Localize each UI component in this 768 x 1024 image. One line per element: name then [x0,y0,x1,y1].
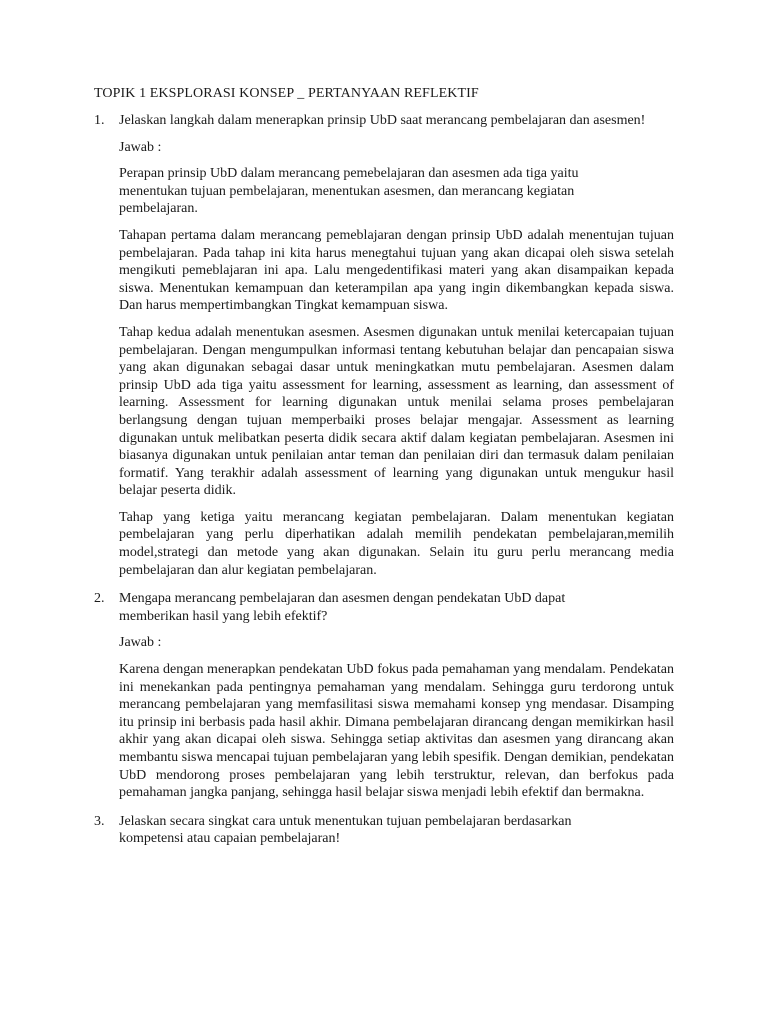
question-item-3 [94,813,674,848]
question-number: 3. [94,813,105,829]
answer-paragraph: Tahap kedua adalah menentukan asesmen. Asesmen digunakan untuk menilai ketercapaian tujuan pembelajaran. Dengan mengumpulkan informasi tentang kebutuhan belajar dan pencapaian siswa yang akan digunakan sebagai dasar untuk meningkatkan mutu pembelajaran. Asesmen dalam prinsip UbD ada tiga yaitu assessment for learning, assessment as learning, dan assessment of learning. Assessment for learning digunakan untuk menilai selama proses pembelajaran berlangsung dengan tujuan memperbaiki proses belajar mengajar. Assessment as learning digunakan untuk melibatkan peserta didik secara aktif dalam kegiatan pembelajaran. Asesmen ini biasanya digunakan untuk penilaian antar teman dan penilaian diri dan termasuk dalam penilaian formatif. Yang terakhir adalah assessment of learning yang digunakan untuk mengukur hasil belajar peserta didik. [119,324,674,499]
question-text: Mengapa merancang pembelajaran dan asesmen dengan pendekatan UbD dapat memberikan hasil yang lebih efektif? [119,591,566,624]
answer-label: Jawab : [119,635,162,651]
question-list [94,112,674,848]
answer-paragraph: Perapan prinsip UbD dalam merancang pemebelajaran dan asesmen ada tiga yaitu menentukan tujuan pembelajaran, menentukan asesmen, dan merancang kegiatan pembelajaran. [119,166,579,217]
answer-paragraph: Tahap yang ketiga yaitu merancang kegiatan pembelajaran. Dalam menentukan kegiatan pembelajaran yang perlu diperhatikan adalah memilih pendekatan pembelajaran,memilih model,strategi dan metode yang akan digunakan. Selain itu guru perlu merancang media pembelajaran dan alur kegiatan pembelajaran. [119,509,674,578]
answer-label: Jawab : [119,139,162,155]
question-number: 2. [94,591,105,607]
question-item-2 [94,590,674,802]
document-title: TOPIK 1 EKSPLORASI KONSEP _ PERTANYAAN REFLEKTIF [94,86,479,101]
question-text: Jelaskan secara singkat cara untuk menentukan tujuan pembelajaran berdasarkan kompetensi atau capaian pembelajaran! [119,813,572,847]
question-item-1 [94,112,674,579]
question-number: 1. [94,113,105,128]
answer-paragraph: Tahapan pertama dalam merancang pemeblajaran dengan prinsip UbD adalah menentujan tujuan pembelajaran. Pada tahap ini kita harus menegtahui tujuan yang akan dicapai oleh siswa setelah mengikuti pemeblajaran ini apa. Lalu mengedentifikasi materi yang akan disampaikan kepada siswa. Menentukan kemampuan dan keterampilan apa yang ingin dikembangkan kepada siswa. Dan harus mempertimbangkan Tingkat kemampuan siswa. [119,227,674,314]
answer-paragraph: Karena dengan menerapkan pendekatan UbD fokus pada pemahaman yang mendalam. Pendekatan ini menekankan pada pentingnya pemahaman yang mendalam. Sehingga guru terdorong untuk merancang pembelajaran yang memfasilitasi siswa memahami konsep yng mendasar. Disamping itu prinsip ini berbasis pada hasil akhir. Dimana pembelajaran dirancang dengan memikirkan hasil akhir yang akan dicapai oleh siswa. Sehingga setiap aktivitas dan asesmen yang dirancang akan membantu siswa mencapai tujuan pembelajaran yang lebih spesifik. Dengan demikian, pendekatan UbD mendorong proses pembelajaran yang lebih terstruktur, relevan, dan berfokus pada pemahaman jangka panjang, sehingga hasil belajar siswa menjadi lebih efektif dan bermakna. [119,662,674,801]
question-text: Jelaskan langkah dalam menerapkan prinsip UbD saat merancang pembelajaran dan asesmen! [119,113,646,128]
